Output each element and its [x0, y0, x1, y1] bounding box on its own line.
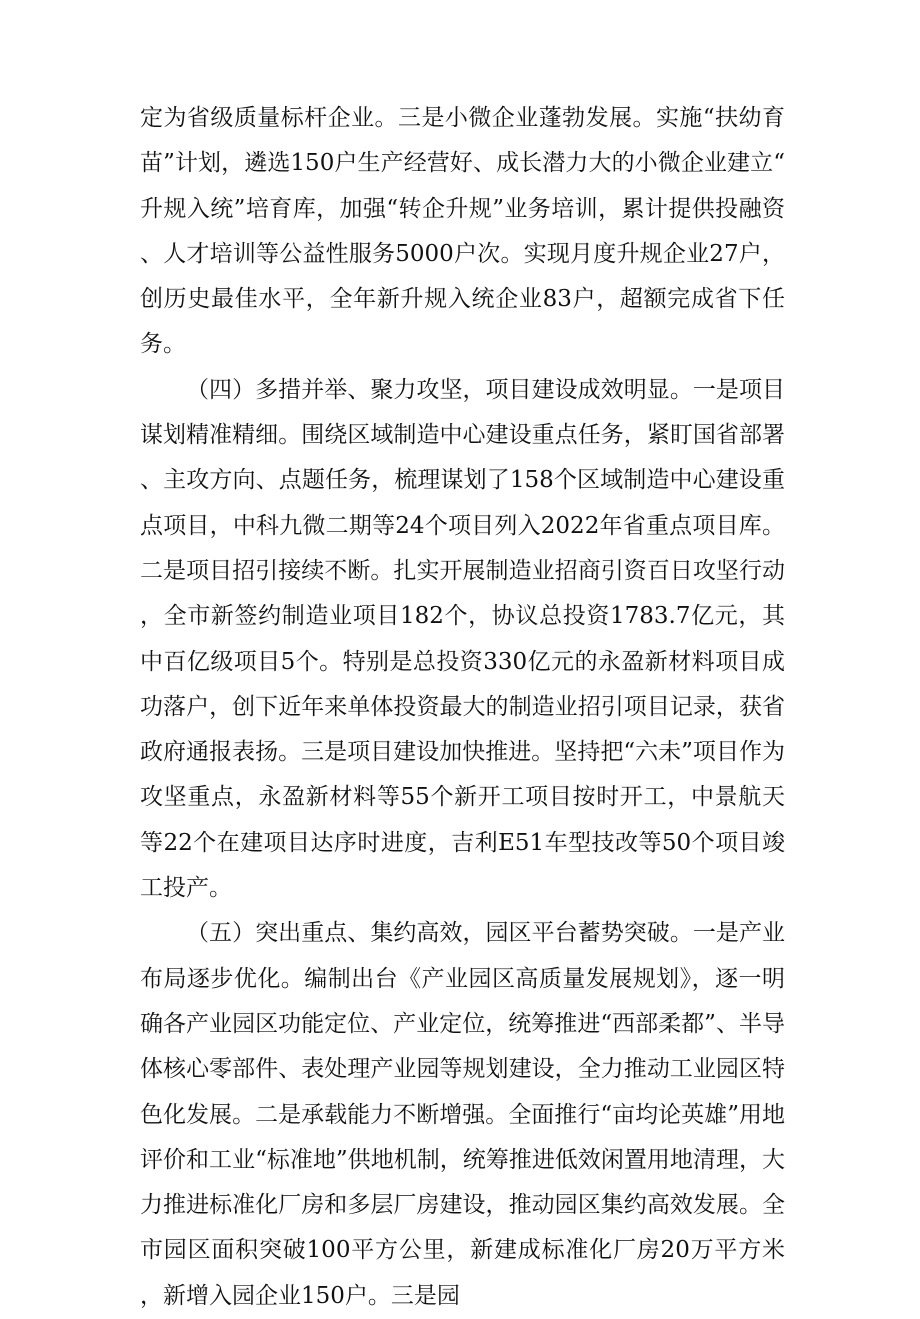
paragraph-section-five: （五）突出重点、集约高效，园区平台蓄势突破。一是产业布局逐步优化。编制出台《产业园区高质量发展规划》，逐一明确各产业园区功能定位、产业定位，统筹推进“西部柔都”、半导体核心零部件、表处理产业园等规划建设，全力推动工业园区特色化发展。二是承载能力不断增强。全面推行“亩均论英雄”用地评价和工业“标准地”供地机制，统筹推进低效闲置用地清理，大力推进标准化厂房和多层厂房建设，推动园区集约高效发展。全市园区面积突破100平方公里，新建成标准化厂房20万平方米，新增入园企业150户。三是园 [140, 920, 785, 1309]
paragraph-section-four: （四）多措并举、聚力攻坚，项目建设成效明显。一是项目谋划精准精细。围绕区域制造中心建设重点任务，紧盯国省部署、主攻方向、点题任务，梳理谋划了158个区域制造中心建设重点项目，中科九微二期等24个项目列入2022年省重点项目库。二是项目招引接续不断。扎实开展制造业招商引资百日攻坚行动，全市新签约制造业项目182个，协议总投资1783.7亿元，其中百亿级项目5个。特别是总投资330亿元的永盈新材料项目成功落户，创下近年来单体投资最大的制造业招引项目记录，获省政府通报表扬。三是项目建设加快推进。坚持把“六未”项目作为攻坚重点，永盈新材料等55个新开工项目按时开工，中景航天等22个在建项目达序时进度，吉利E51车型技改等50个项目竣工投产。 [140, 376, 785, 902]
document-body [140, 96, 785, 1319]
paragraph-continuation: 定为省级质量标杆企业。三是小微企业蓬勃发展。实施“扶幼育苗”计划，遴选150户生产经营好、成长潜力大的小微企业建立“升规入统”培育库，加强“转企升规”业务培训，累计提供投融资、人才培训等公益性服务5000户次。实现月度升规企业27户，创历史最佳水平，全年新升规入统企业83户，超额完成省下任务。 [140, 105, 785, 358]
